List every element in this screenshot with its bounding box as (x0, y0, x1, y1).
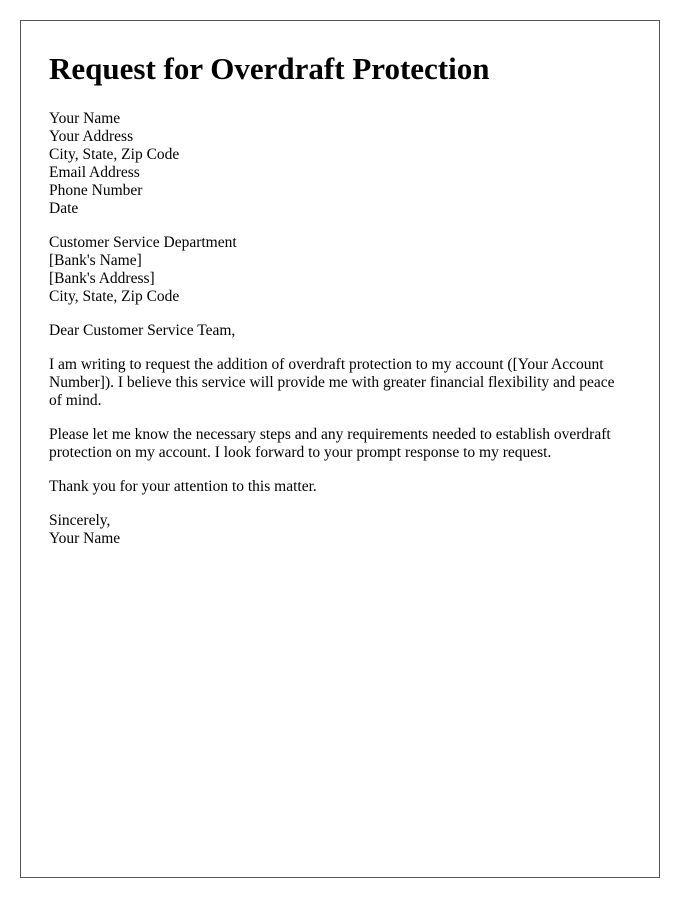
sender-address: Your Address (49, 128, 134, 145)
valediction: Sincerely, (49, 512, 111, 529)
recipient-city-state-zip: City, State, Zip Code (49, 288, 180, 305)
recipient-bank-address: [Bank's Address] (49, 270, 155, 287)
sender-email: Email Address (49, 164, 140, 181)
salutation: Dear Customer Service Team, (49, 322, 236, 339)
signature-name: Your Name (49, 530, 121, 547)
letter-date: Date (49, 200, 79, 217)
recipient-bank-name: [Bank's Name] (49, 252, 142, 269)
sender-city-state-zip: City, State, Zip Code (49, 146, 180, 163)
recipient-address-block (49, 234, 631, 306)
closing-block (49, 512, 631, 548)
sender-address-block (49, 110, 631, 218)
sender-name: Your Name (49, 110, 121, 127)
body-paragraph-thanks: Thank you for your attention to this matter. (49, 478, 317, 495)
body-paragraph-request: I am writing to request the addition of overdraft protection to my account ([Your Account Number]). I believe this service will provide me with greater financial flexibility and peace of mind. (49, 356, 615, 409)
letter-title: Request for Overdraft Protection (49, 51, 490, 86)
body-paragraph-steps: Please let me know the necessary steps and any requirements needed to establish overdraft protection on my account. I look forward to your prompt response to my request. (49, 426, 611, 461)
recipient-department: Customer Service Department (49, 234, 237, 251)
sender-phone: Phone Number (49, 182, 143, 199)
letter-page (20, 20, 660, 878)
